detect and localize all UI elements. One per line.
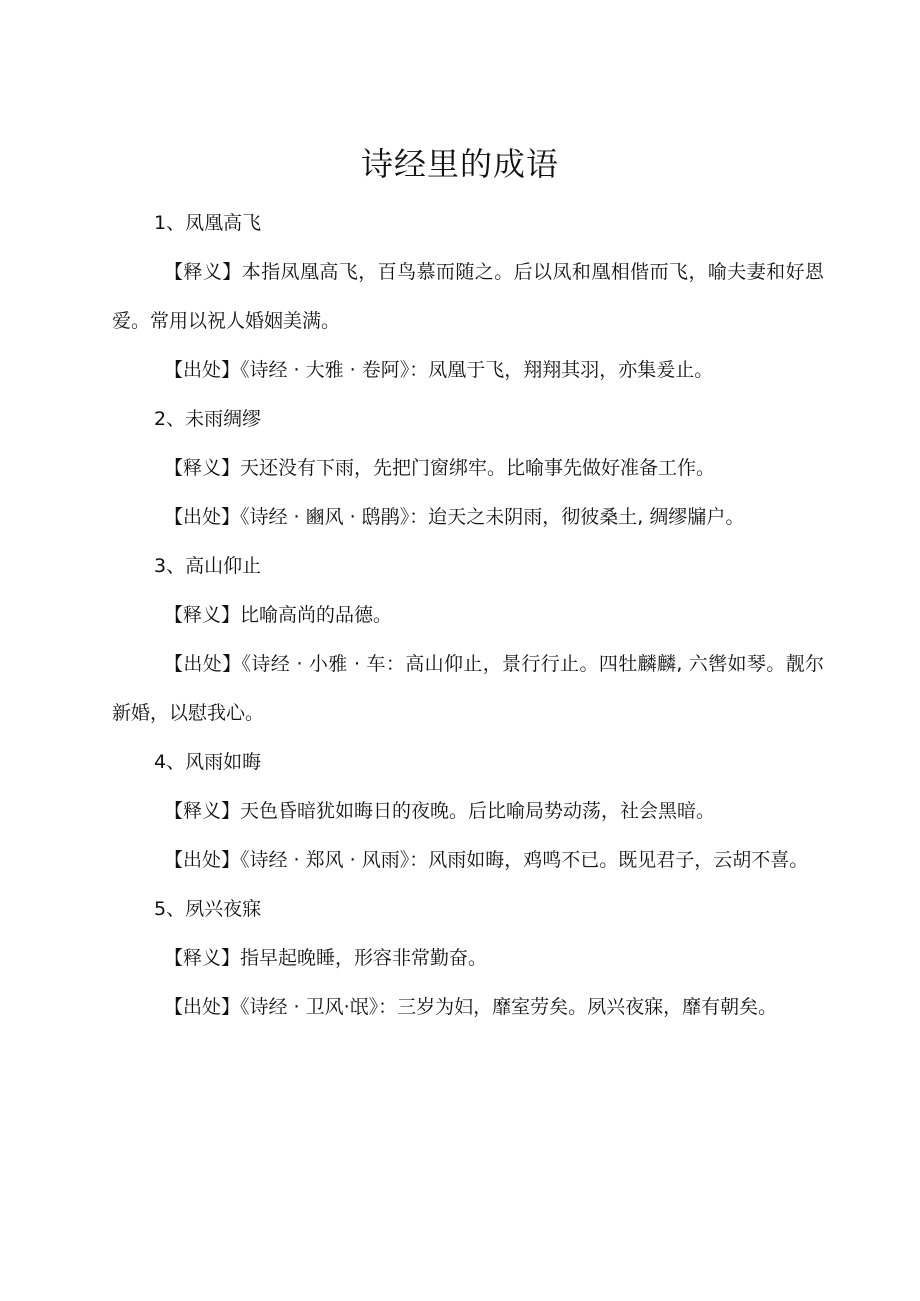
idiom-heading: 4、风雨如晦 <box>154 751 262 773</box>
document-body <box>112 199 824 1032</box>
idiom-source: 【出处】《诗经 · 大雅 · 卷阿》：凤凰于飞，翔翔其羽，亦集爰止。 <box>164 359 714 381</box>
idiom-source: 【出处】《诗经 · 卫风·氓》：三岁为妇，靡室劳矣。夙兴夜寐，靡有朝矣。 <box>164 996 778 1018</box>
idiom-meaning: 【释义】本指凤凰高飞，百鸟慕而随之。后以凤和凰相偕而飞，喻夫妻和好恩爱。常用以祝人婚姻美满。 <box>112 261 824 332</box>
idiom-meaning: 【释义】指早起晚睡，形容非常勤奋。 <box>164 947 488 969</box>
page-title: 诗经里的成语 <box>360 145 559 183</box>
idiom-entry-5 <box>112 885 824 1032</box>
idiom-meaning: 【释义】天色昏暗犹如晦日的夜晚。后比喻局势动荡，社会黑暗。 <box>164 800 716 822</box>
idiom-source: 【出处】《诗经 · 郑风 · 风雨》：风雨如晦，鸡鸣不已。既见君子，云胡不喜。 <box>164 849 809 871</box>
idiom-entry-2 <box>112 395 824 542</box>
idiom-heading: 5、夙兴夜寐 <box>154 898 262 920</box>
idiom-heading: 1、凤凰高飞 <box>154 212 262 234</box>
idiom-entry-3 <box>112 542 824 738</box>
idiom-entry-1 <box>112 199 824 395</box>
idiom-meaning: 【释义】比喻高尚的品德。 <box>164 604 393 626</box>
idiom-entry-4 <box>112 738 824 885</box>
idiom-heading: 2、未雨绸缪 <box>154 408 262 430</box>
idiom-source: 【出处】《诗经 · 豳风 · 鸱鹃》：迨天之未阴雨，彻彼桑土, 绸缪牖户。 <box>164 506 745 528</box>
idiom-heading: 3、高山仰止 <box>154 555 262 577</box>
idiom-meaning: 【释义】天还没有下雨，先把门窗绑牢。比喻事先做好准备工作。 <box>164 457 716 479</box>
idiom-source: 【出处】《诗经 · 小雅 · 车：高山仰止，景行行止。四牡麟麟, 六辔如琴。靓尔新婚，以慰我心。 <box>112 653 824 724</box>
